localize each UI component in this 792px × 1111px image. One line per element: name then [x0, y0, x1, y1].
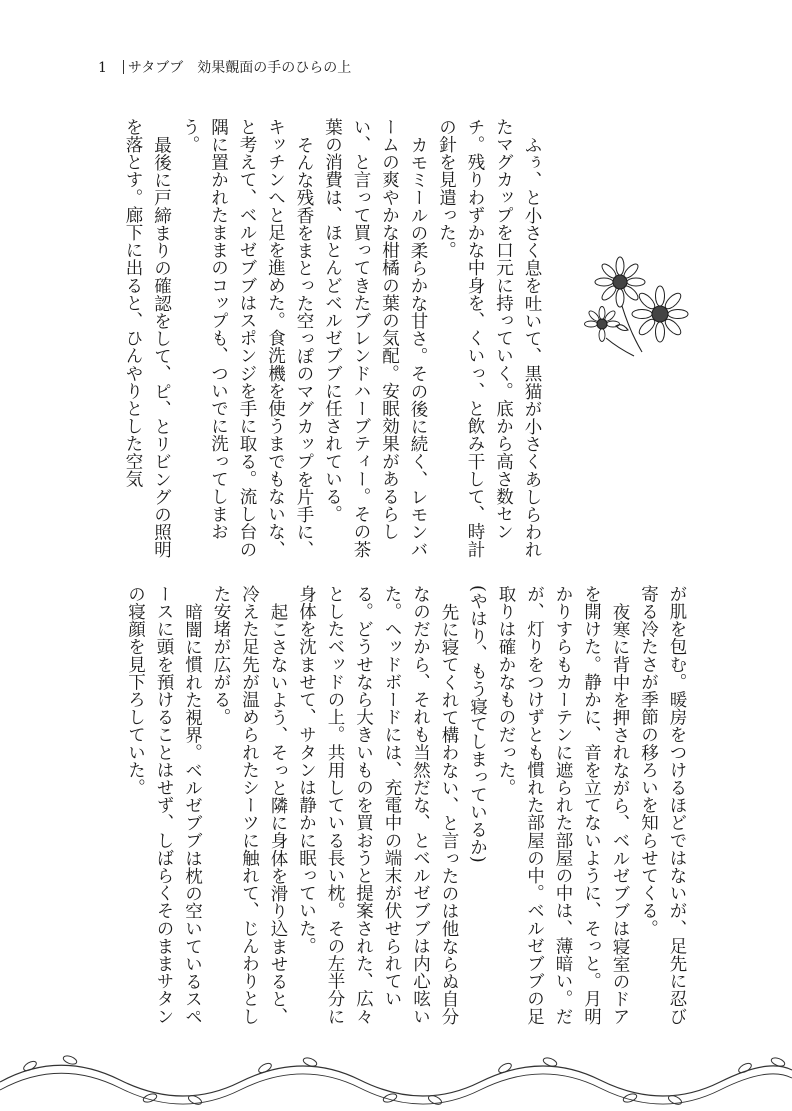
paragraph: ふぅ、と小さく息を吐いて、黒猫が小さくあしらわれたマグカップを口元に持っていく。底から高さ数センチ。残りわずかな中身を、くいっ、と飲み干して、時計の針を見遣った。 [436, 118, 542, 558]
header-divider [123, 60, 124, 74]
paragraph: が肌を包む。暖房をつけるほどではないが、足先に忍び寄る冷たさが季節の移ろいを知らせてくる。 [638, 585, 687, 1025]
flower-illustration-icon [582, 252, 698, 362]
paragraph: 最後に戸締まりの確認をして、ピ、とリビングの照明を落とす。廊下に出ると、ひんやりとした空気 [123, 118, 172, 558]
paragraph: 先に寝てくれて構わない、と言ったのは他ならぬ自分なのだから、それも当然だな、とベルゼブブは内心呟いた。ヘッドボードには、充電中の端末が伏せられている。どうせなら大きいものを買おうと提案された、広々としたベッドの上。共用している長い枕。その左半分に身体を沈ませて、サタンは静かに眠っていた。 [296, 585, 459, 1025]
running-header [98, 58, 351, 78]
paragraph: そんな残香をまとった空っぽのマグカップを片手に、キッチンへと足を進めた。食洗機を使うまでもないな、と考えて、ベルゼブブはスポンジを手に取る。流し台の隅に置かれたままのコップも、ついでに洗ってしまおう。 [180, 118, 314, 558]
paragraph: (やはり、もう寝てしまっているか) [467, 585, 488, 863]
paragraph: 暗闇に慣れた視界。ベルゼブブは枕の空いているスペースに頭を預けることはせず、しばらくそのままサタンの寝顔を見下ろしていた。 [125, 585, 203, 1025]
page-number: 1 [98, 60, 107, 76]
paragraph: 夜寒に背中を押されながら、ベルゼブブは寝室のドアを開けた。静かに、音を立てないように、そっと。月明かりすらもカーテンに遮られた部屋の中は、薄暗い。だが、灯りをつけずとも慣れた部屋の中。ベルゼブブの足取りは確かなものだった。 [496, 585, 630, 1025]
text-column-top [98, 118, 546, 558]
paragraph: カモミールの柔らかな甘さ。その後に続く、レモンバームの爽やかな柑橘の葉の気配。安眠効果があるらしい、と言って買ってきたブレンドハーブティー。その茶葉の消費は、ほとんどベルゼブブに任されている。 [322, 118, 428, 558]
vine-border-icon [0, 1040, 792, 1111]
paragraph: 起こさないよう、そっと隣に身体を滑り込ませると、冷えた足先が温められたシーツに触れて、じんわりとした安堵が広がる。 [211, 585, 288, 1025]
text-column-bottom [98, 585, 691, 1035]
running-title: サタブブ 効果覿面の手のひらの上 [127, 60, 352, 76]
